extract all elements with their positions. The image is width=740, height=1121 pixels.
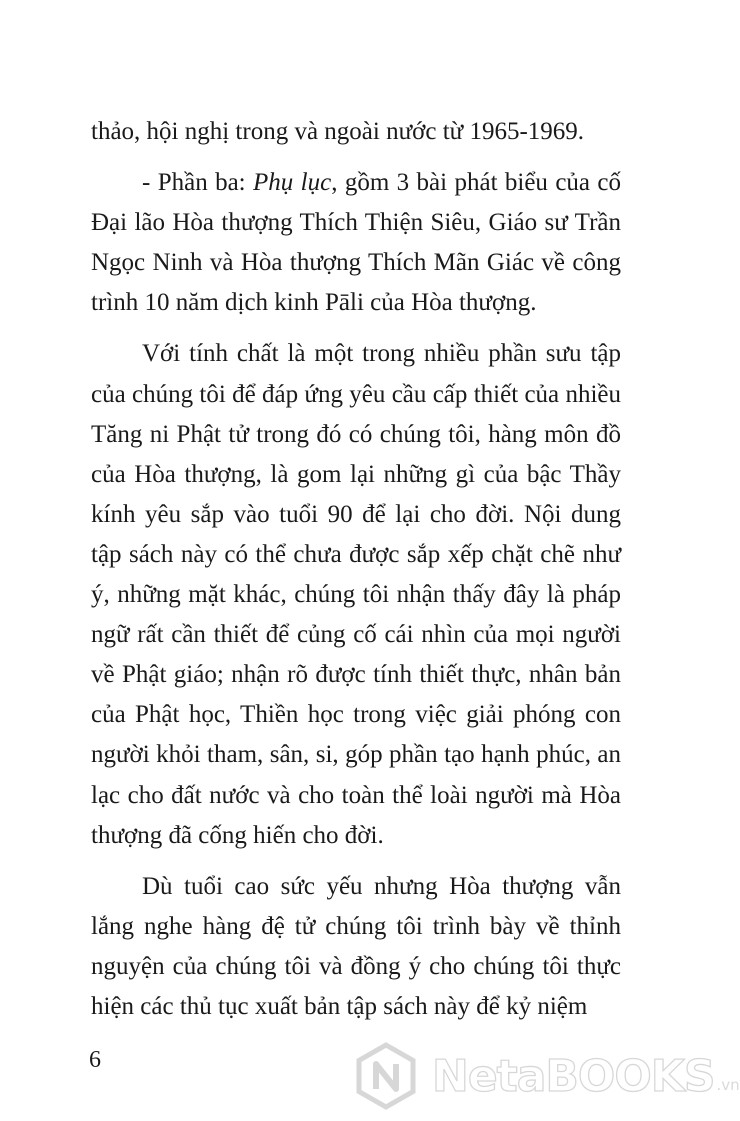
italic-term: Phụ lục (253, 169, 332, 197)
paragraph-text: Với tính chất là một trong nhiều phần sưu tập của chúng tôi để đáp ứng yêu cầu cấp thiết của nhiều Tăng ni Phật tử trong đó có chúng tôi, hàng môn đồ của Hòa thượng, là gom lại những gì của bậc Thầy kính yêu sắp vào tuổi 90 để lại cho đời. Nội dung tập sách này có thể chưa được sắp xếp chặt chẽ như ý, những mặt khác, chúng tôi nhận thấy đây là pháp ngữ rất cần thiết để củng cố cái nhìn của mọi người về Phật giáo; nhận rõ được tính thiết thực, nhân bản của Phật học, Thiền học trong việc giải phóng con người khỏi tham, sân, si, góp phần tạo hạnh phúc, an lạc cho đất nước và cho toàn thể loài người mà Hòa thượng đã cống hiến cho đời. (91, 340, 621, 849)
netabooks-logo-icon (352, 1042, 420, 1110)
body-text (91, 112, 621, 1027)
watermark-brand: NetaBOOKS (432, 1050, 715, 1102)
paragraph-part-three (91, 163, 621, 323)
page-number: 6 (89, 1047, 101, 1073)
paragraph-text: thảo, hội nghị trong và ngoài nước từ 1965-1969. (91, 118, 585, 145)
paragraph-continuation (91, 112, 621, 152)
paragraph-consent (91, 867, 621, 1027)
paragraph-text: Dù tuổi cao sức yếu nhưng Hòa thượng vẫn lắng nghe hàng đệ tử chúng tôi trình bày về thỉnh nguyện của chúng tôi và đồng ý cho chúng tôi thực hiện các thủ tục xuất bản tập sách này để kỷ niệm (91, 872, 621, 1020)
paragraph-purpose (91, 334, 621, 855)
paragraph-text: , gồm 3 bài phát biểu của cố Đại lão Hòa thượng Thích Thiện Siêu, Giáo sư Trần Ngọc Ninh và Hòa thượng Thích Mãn Giác về công trình 10 năm dịch kinh Pāli của Hòa thượng. (91, 169, 621, 317)
watermark (352, 1036, 740, 1116)
paragraph-text: - Phần ba: (142, 169, 254, 197)
watermark-suffix: .vn (716, 1076, 740, 1094)
